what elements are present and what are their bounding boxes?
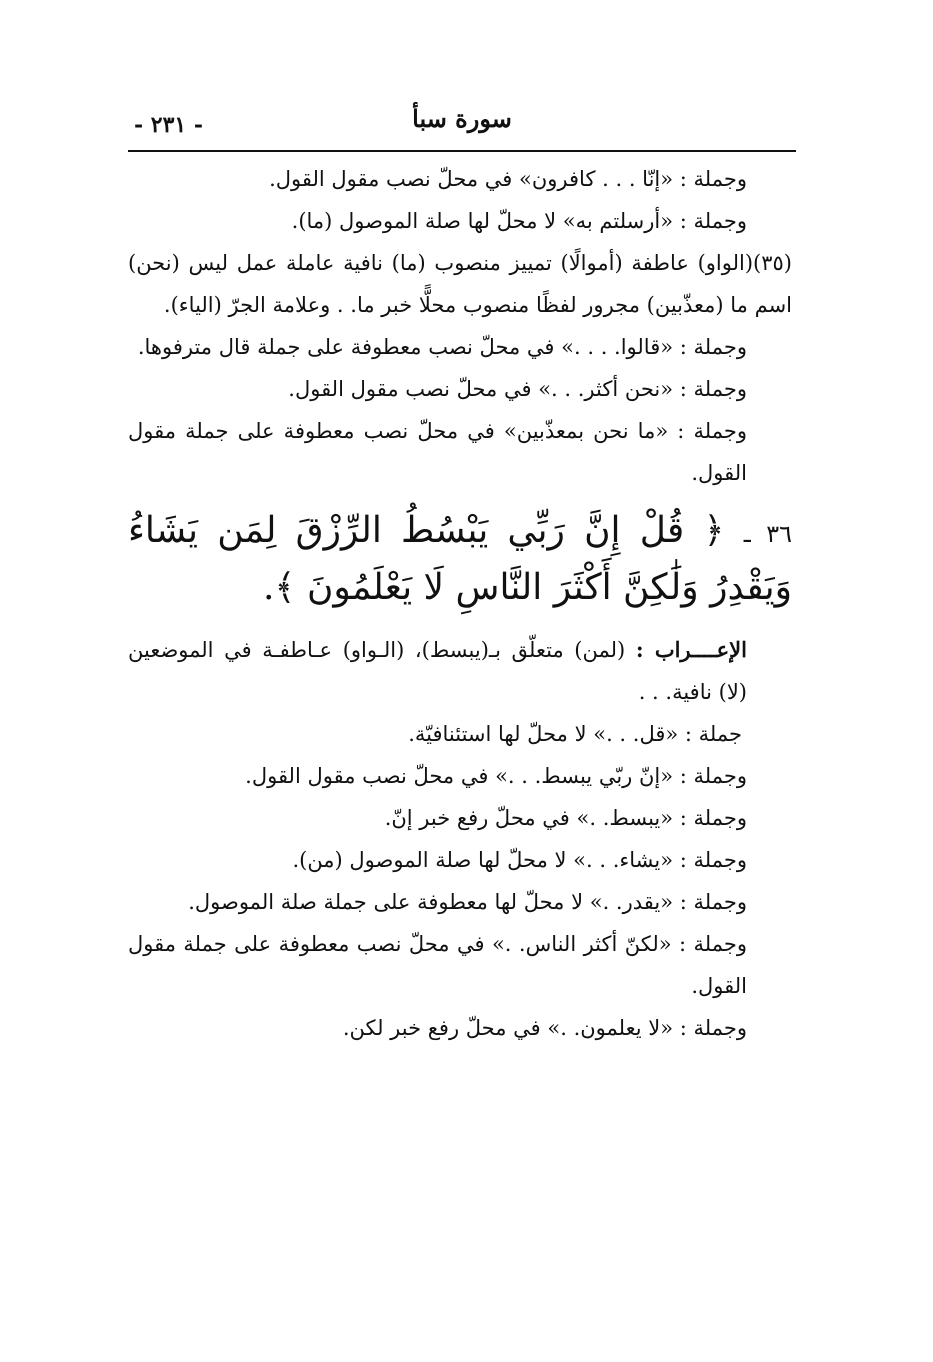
verse-36: [128, 504, 792, 615]
page-number: - ٢٣١ -: [134, 112, 204, 138]
paragraph-35: (٣٥)(الواو) عاطفة (أموالًا) تمييز منصوب (ما) نافية عاملة عمل ليس (نحن) اسم ما (معذّبين) مجرور لفظًا منصوب محلًّا خبر ما. . وعلامة الجرّ (الياء).: [128, 251, 792, 317]
verse-text: ﴿ قُلْ إِنَّ رَبِّي يَبْسُطُ الرِّزْقَ لِمَن يَشَاءُ وَيَقْدِرُ وَلَٰكِنَّ أَكْثَرَ النَّاسِ لَا يَعْلَمُونَ ﴾.: [128, 510, 792, 608]
sentence-yabsut: وجملة : «يبسط. .» في محلّ رفع خبر إنّ.: [384, 806, 747, 830]
page-content: [128, 158, 792, 1049]
sentence-yashaa: وجملة : «يشاء. . .» لا محلّ لها صلة الموصول (من).: [292, 848, 747, 872]
sentence-inna-rabbi: وجملة : «إنّ ربّي يبسط. . .» في محلّ نصب مقول القول.: [245, 764, 747, 788]
sentence-qul: جملة : «قل. . .» لا محلّ لها استئنافيّة.: [408, 722, 742, 746]
header-rule: [128, 150, 796, 152]
irab-text: (لمن) متعلّق بـ(يبسط)، (الـواو) عـاطفـة في الموضعين (لا) نافية. . .: [128, 638, 747, 704]
sentence-inna-kafirun: وجملة : «إنّا . . . كافرون» في محلّ نصب مقول القول.: [269, 167, 747, 191]
page-header: [128, 100, 796, 152]
sentence-nahnu-akthar: وجملة : «نحن أكثر. . .» في محلّ نصب مقول القول.: [288, 377, 747, 401]
sentence-ma-nahnu: وجملة : «ما نحن بمعذّبين» في محلّ نصب معطوفة على جملة مقول القول.: [128, 419, 747, 485]
sentence-lakinna: وجملة : «لكنّ أكثر الناس. .» في محلّ نصب معطوفة على جملة مقول القول.: [128, 932, 747, 998]
irab-paragraph: [128, 629, 792, 713]
sentence-la-yalamun: وجملة : «لا يعلمون. .» في محلّ رفع خبر لكن.: [342, 1016, 747, 1040]
verse-number: ٣٦ ـ: [743, 520, 792, 548]
sentence-yaqdir: وجملة : «يقدر. .» لا محلّ لها معطوفة على جملة صلة الموصول.: [188, 890, 747, 914]
sentence-arsaltum-bihi: وجملة : «أرسلتم به» لا محلّ لها صلة الموصول (ما).: [291, 209, 747, 233]
sentence-qalu: وجملة : «قالوا. . . .» في محلّ نصب معطوفة على جملة قال مترفوها.: [137, 335, 747, 359]
irab-label: الإعــــراب :: [635, 637, 747, 662]
surah-title: سورة سبأ: [412, 104, 512, 133]
